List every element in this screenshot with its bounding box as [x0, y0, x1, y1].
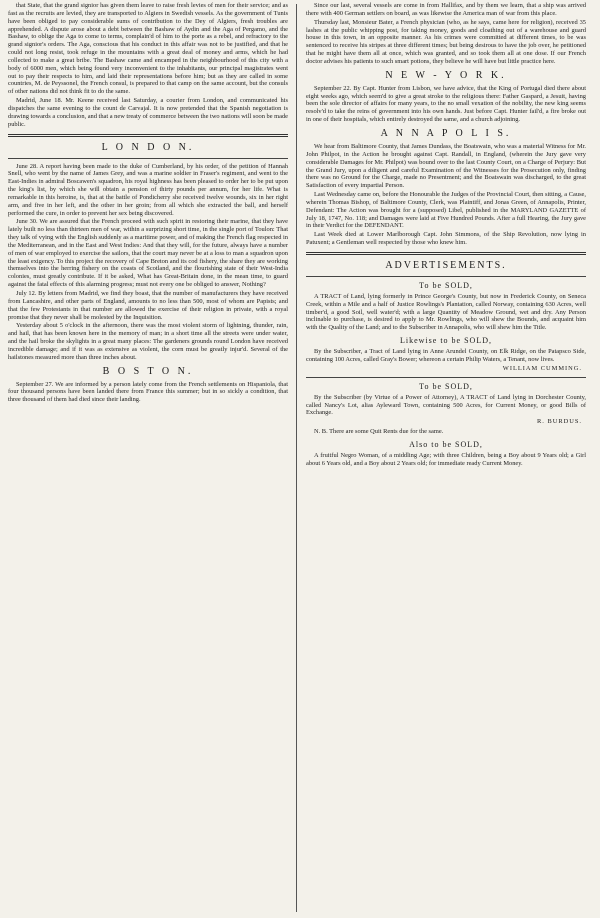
- ad-grays-bower: By the Subscriber, a Tract of Land lying in Anne Arundel County, on Elk Ridge, on the Patapsco Side, containing 100 Acres, called Gray's Bower; whereon a certain Philip Waters, a Tenant, now lives.: [306, 348, 586, 363]
- new-york-paragraph: September 22. By Capt. Hunter from Lisbon, we have advice, that the King of Portugal died there about eight weeks ago, which seem'd to give a great stroke to the religious there: Father Gaspard, a Jesuit, having been the sole director of affairs for many years, to the no small vexation of the nobility, the new king seems resolv'd to take the reins of government into his own hands. Just before Capt. Hunter fail'd, a fire broke out in one of their hospitals, which entirely destroyed the same, and a church adjoining.: [306, 84, 586, 124]
- right-column: [306, 2, 586, 914]
- london-heading: L O N D O N.: [101, 141, 195, 153]
- section-divider: [8, 134, 288, 137]
- to-be-sold-heading-2: To be SOLD,: [419, 381, 473, 391]
- annapolis-heading: A N N A P O L I S.: [380, 127, 512, 139]
- boston-paragraph-halifax: Since our last, several vessels are come in from Hallifax, and by them we learn, that a ship was arrived there with 400 German settlers on board, as was likewise the America man of war from this place.: [306, 2, 586, 17]
- advertisements-heading: ADVERTISEMENTS.: [385, 259, 507, 271]
- advertisements-divider: [306, 252, 586, 255]
- ad-rule: [306, 377, 586, 378]
- new-york-heading: N E W - Y O R K.: [385, 69, 507, 81]
- boston-heading: B O S T O N.: [102, 365, 194, 377]
- foreign-news-paragraph: that State, that the grand signior has given them leave to raise fresh levies of men for their service; and as fast as the recruits are levied, they are transported to Algiers in Swedish vessels. As the government of Tunis have been obliged to pay considerable sums of contribution to the Dey of Algiers, fresh troubles are apprehended. A dispute arose about a debt between the Bashaw of Aydin and the Aga of Pergamo, and the Bashaw, to oblige the Aga to come to terms, complain'd of him to the porte as a rebel, and refractory to the grand signior's orders. The Aga, conscious that his conduct in this affair was not to be justified, and that he could not long resist, took refuge in the mountains with a great deal of money and arms, which he had collected to make a great bribe. The Bashaw came and encamped in the neighbourhood of this city with a body of 6000 men, which being found very inconvenient to the inhabitants, our principal magistrates went out to pay their respects to him, and laid their representations before him; but as they are called in some countries, M. de Peyssonel, the French consul, is prepared to that camp on the same account, but the consuls of other nations did not think fit to do the same.: [8, 2, 288, 96]
- ad-signature-cumming: WILLIAM CUMMING.: [502, 364, 582, 372]
- madrid-paragraph: Madrid, June 18. Mr. Keene received last Saturday, a courier from London, and communicated his dispatches the same evening to the count de Carvajal. It is now pretended that the Spanish negotiation is drawing towards a conclusion, and that a new treaty of commerce between the two nations will soon be made public.: [8, 97, 288, 128]
- likewise-sold-heading: Likewise to be SOLD,: [400, 336, 492, 346]
- to-be-sold-heading: To be SOLD,: [419, 280, 473, 290]
- ad-negro-woman: A fruitful Negro Woman, of a middling Age; with three Children, being a Boy about 9 Years old; a Girl about 6 Years old, and a Boy about 2 Years old; for immediate ready Current Money.: [306, 451, 586, 467]
- ad-nancys-lot: By the Subscriber (by Virtue of a Power of Attorney), A TRACT of Land lying in Dorchester County, called Nancy's Lot, alias Ayleward Town, containing 500 Acres, for Current Money, or good Bills of Exchange.: [306, 393, 586, 417]
- annapolis-paragraph-court: Last Wednesday came on, before the Honourable the Judges of the Provincial Court, then sitting, a Cause, wherein Thomas Bishop, of Baltimore County, Clerk, was Plaintiff, and Jonas Green, of Annapolis, Printer, Defendant: The Action was brought for a (supposed) Libel, published in the MARYLAND GAZETTE of July 18, 1747, No. 118; and Damages were laid at Five Hundred Pounds. After a full Hearing, the Jury gave in their Verdict for the DEFENDANT.: [306, 191, 586, 230]
- ad-signature-burdus: R. BURDUS.: [537, 418, 582, 426]
- heading-rule: [8, 158, 288, 159]
- london-paragraph-french-marine: June 30. We are assured that the French proceed with such spirit in restoring their marine, that they have lately built no less than thirteen men of war, within a surprizing short time, in the single port of Toulon: That they talk of vying with the English suddenly as a maritime power, and of making the French flag respected in the Mediterranean, and in the East and West Indies: And that they will, for the future, always have a number of men of war employed to exercise the sailors, that the court may never be at a loss to man a squadron upon the least exigency. To this project the recovery of Cape Breton and its cod fishery, the share they are working themselves into the herring fishery on the coasts of Scotland, and the flourishing state of their West-India colonies, must greatly contribute. If it be asked, What has Great-Britain done, in the mean time, to guard against the fatal effects of this alarming progress; must not every one be obliged to answer, Nothing?: [8, 218, 288, 289]
- london-paragraph-storm: Yesterday about 5 o'clock in the afternoon, there was the most violent storm of lightning, thunder, rain, and hail, that has been known here in the memory of man; in a short time all the streets were under water, and the hail broke the skylights in a great many places: The gardeners grounds round London have received incredible damage; and if it was as extensive as violent, the corn must be greatly injur'd. Several of the hailstones measured more than three inches about.: [8, 322, 288, 361]
- annapolis-paragraph-obituary: Last Week died at Lower Marlborough Capt. John Simmons, of the Ship Revolution, now lying in Patuxent; a Gentleman well respected by those who knew him.: [306, 231, 586, 247]
- annapolis-paragraph-dundass: We hear from Baltimore County, that James Dundass, the Boatswain, who was a material Witness for Mr. John Philpot, in the Action he brought against Capt. Randall, in England, (wherein the Jury gave very considerable Damages for Mr. Philpot) was bound over to the last County Court, on a Charge of Perjury: But the Grand Jury, upon a diligent and careful Examination of the Witnesses for the Prosecution only, finding there was no Ground for the Charge, made no Presentment; and the Boatswain was discharged, to the great Satisfaction of every impartial Person.: [306, 142, 586, 190]
- ad-tract-norway: A TRACT of Land, lying formerly in Prince George's County, but now in Frederick County, on Seneca Creek, within a Mile and a half of Justice Rowlings's Plantation, called Norway, containing 630 Acres, well timber'd, a good Soil, well water'd; with a large Quantity of Meadow Ground, wet and dry. Any Person inclinable to purchase, is desired to apply to Mr. Rowlings, who will shew the Bounds, and acquaint him with the Quality of the Land; and to the Subscriber in Annapolis, who will shew him the Title.: [306, 292, 586, 332]
- boston-paragraph-physician: Thursday last, Monsieur Bater, a French physician (who, as he says, came here for religion), received 35 lashes at the public whipping post, for taking money, goods and cloathing out of a warehouse and guard house in this town, in an opposite manner. As his crimes were committed at different times, to be was sentenced to receive his stripes at three different times; but being desirous to have the job over, he petitioned that he might have them all at once, which was granted, and so took them all at one dose. If our French doctor advises his patients to such smart potions, they believe he will have but little practice here.: [306, 18, 586, 65]
- london-paragraph-snell: June 28. A report having been made to the duke of Cumberland, by his order, of the petition of Hannah Snell, who went by the name of James Grey, and was a marine soldier in Fraser's regiment, and went to the East-Indies in admiral Boscawen's squadron, his royal highness has been pleased to order her to be put upon the king's list, by which she will obtain a pension of thirty pounds per annum, for her life. What is remarkable in this heroine, is, that at the battle of Pondicherry she received twelve wounds, six in her right arm, and five in her left, and the other in her groin; from all which she extracted the ball, and herself performed the cure, in order to prevent her sex being discovered.: [8, 162, 288, 217]
- column-rule: [296, 4, 297, 912]
- left-column: [8, 2, 288, 914]
- also-sold-heading: Also to be SOLD,: [409, 439, 483, 449]
- boston-paragraph: September 27. We are informed by a person lately come from the French settlements on Hispaniola, that four thousand persons have been landed there from France this summer; but in so sickly a condition, that three thousand of them had died since their landing.: [8, 380, 288, 404]
- london-paragraph-madrid-letters: July 12. By letters from Madrid, we find they boast, that the number of manufacturers they have received from Lancashire, and other parts of England, amounts to no less than 500, most of whom are Papists; and that the few Protestants in that number are allowed the exercise of their religion in private, with a royal promise that they never shall be molested by the Inquisition.: [8, 290, 288, 321]
- ad-quit-rents-note: N. B. There are some Quit Rents due for the same.: [314, 428, 444, 436]
- advertisements-rule: [306, 276, 586, 277]
